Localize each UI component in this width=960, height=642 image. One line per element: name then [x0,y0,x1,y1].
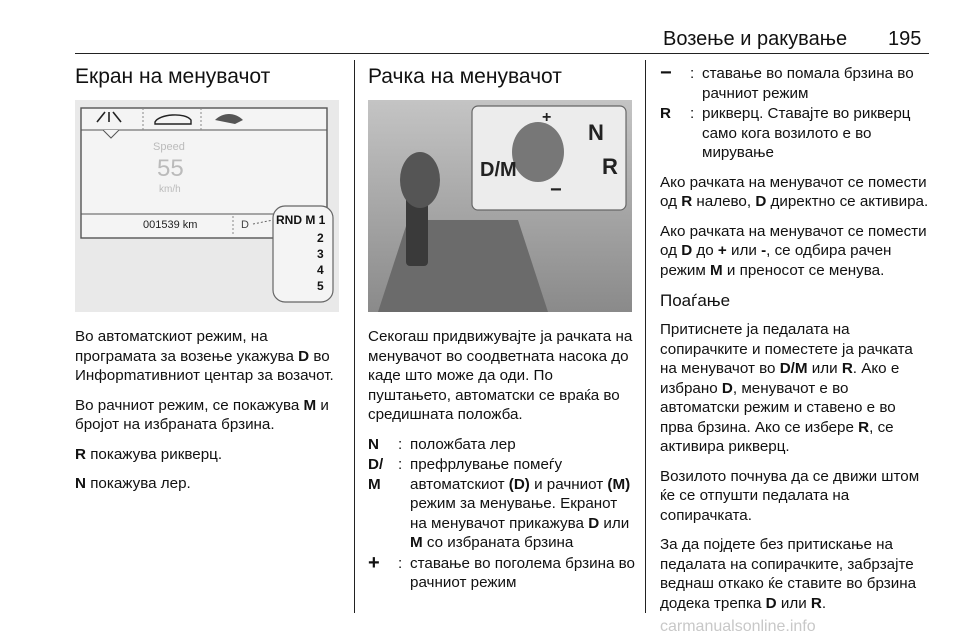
gear-display-figure [75,100,339,312]
paragraph-neutral: N покажува лер. [75,475,191,492]
gear-indicator: D [241,219,249,231]
callout-gear-row: RND M 1 [276,213,326,227]
page-header-title: Возење и ракување [663,28,848,50]
gear-lever-illustration [368,100,632,312]
gear-display-illustration [75,100,339,312]
paragraph-d-to-manual: Ако рачката на менувачот се помести од D до + или -, се одбира рачен режим M и преносот се менува. [660,222,927,279]
label-n: N [588,120,604,145]
label-dm: D/M [480,159,517,181]
watermark-footer: carmanualsonline.info [660,618,816,635]
def-r: R : рикверц. Ставајте во рикверц само кога возилото е во мирување [660,105,911,161]
page-number: 195 [888,28,922,50]
def-n: N : положбата лер [368,435,516,453]
callout-gear-4: 4 [317,263,324,277]
paragraph-no-brake-start: За да појдете без притискање на педалата на сопирачките, забрзајте веднаш откако ќе ставите во брзина додека трепка D или R. [660,536,917,612]
speed-value: 55 [157,155,184,182]
subheading-starting: Поаѓање [660,291,731,310]
paragraph-manual-mode: Во рачниот режим, се покажува M и бројот на избраната брзина. [75,396,329,433]
column-3-text [660,64,932,623]
paragraph-auto-mode: Во автоматскиот режим, на програмата за возење укажува D во Инфорmативниот центар за возачот. [75,328,334,384]
label-r: R [602,154,618,179]
label-minus: − [550,179,562,201]
speed-unit: km/h [159,184,181,195]
odometer-readout: 001539 km [143,219,198,231]
paragraph-r-to-d: Ако рачката на менувачот се помести од R налево, D директно се активира. [660,173,929,210]
paragraph-starting: Притиснете ја педалата на сопирачките и поместете ја рачката на менувачот во D/M или R. Ако е избрано D, менувачот е во автоматски режим и ставено е во прва брзина. Ако се избере R, се активира рикверц. [660,321,913,455]
def-dm: D/ M : префрлување помеѓу автоматскиот (D) и рачниот (M) режим за менување. Екранот на менувачот прикажува D или M со избраната брзина [368,456,631,551]
column-divider-2 [645,60,646,613]
speed-label: Speed [153,141,185,153]
def-minus: − : ставање во помала брзина во рачниот режим [660,62,914,102]
label-plus: + [542,109,552,126]
paragraph-lever-usage: Секогаш придвижувајте ја рачката на менувачот во соодветната насока до каде што може да оди. По пуштањето, автоматски се враќа во средишната положба. [368,328,633,423]
gear-lever-figure [368,100,632,312]
paragraph-reverse: R покажува рикверц. [75,445,223,463]
column-2-text [368,327,636,594]
def-plus: + : ставање во поголема брзина во рачниот режим [368,551,635,591]
gear-knob [400,152,440,208]
section-heading-gear-lever: Рачка на менувачот [368,65,562,88]
column-divider-1 [354,60,355,613]
callout-gear-2: 2 [317,231,324,245]
header-rule [75,53,929,54]
callout-gear-3: 3 [317,247,324,261]
section-heading-gear-display: Екран на менувачот [75,65,271,88]
column-1-text [75,327,345,504]
callout-gear-5: 5 [317,279,324,293]
paragraph-brake-release: Возилото почнува да се движи штом ќе се отпушти педалата на сопирачката. [660,467,920,524]
